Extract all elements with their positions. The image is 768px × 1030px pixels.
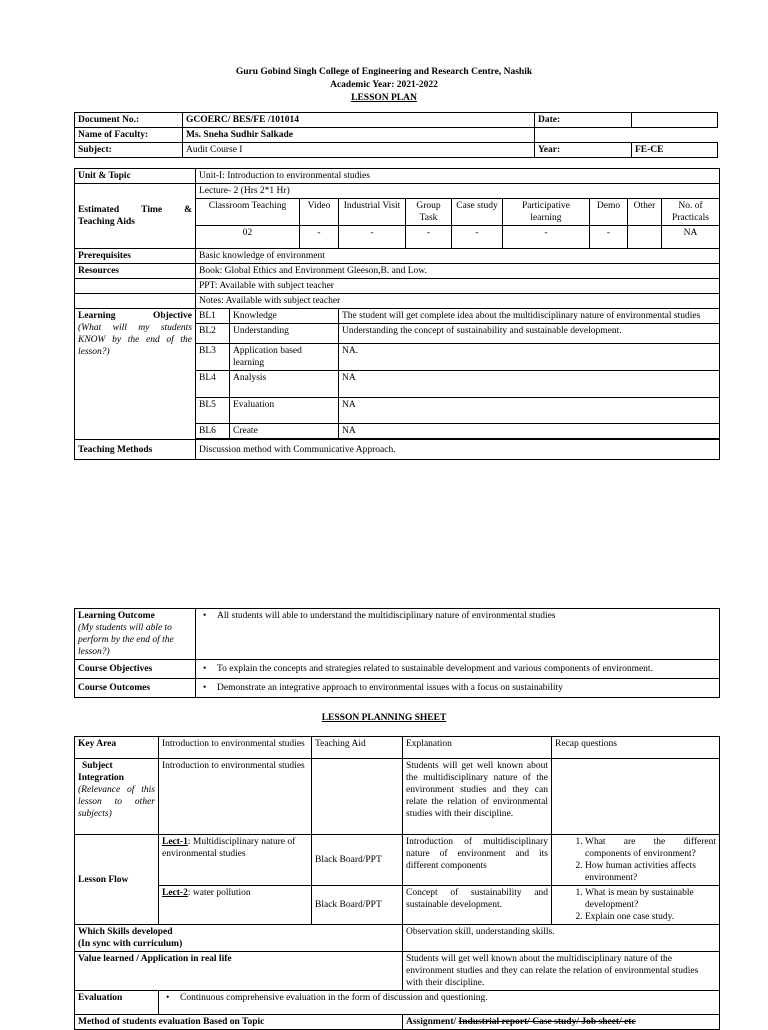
aid-value	[628, 226, 662, 249]
aid-value: -	[406, 226, 452, 249]
teaching-methods-value: Discussion method with Communicative Approach.	[196, 440, 720, 460]
bloom-desc: NA	[339, 371, 720, 398]
aid-header: Classroom Teaching	[196, 199, 300, 226]
method-label: Method of students evaluation Based on Topic	[75, 1015, 403, 1030]
prereq-value: Basic knowledge of environment	[196, 249, 720, 264]
aid-header: Demo	[590, 199, 628, 226]
aid-value: -	[339, 226, 406, 249]
doc-no-value: GCOERC/ BES/FE /101014	[183, 113, 535, 128]
lecture-2-aid: Black Board/PPT	[312, 886, 403, 925]
date-label: Date:	[535, 113, 632, 128]
lecture-2-topic: Lect-2: water pollution	[159, 886, 312, 925]
lecture-info: Lecture- 2 (Hrs 2*1 Hr)	[196, 184, 720, 199]
resource-item: PPT: Available with subject teacher	[196, 279, 720, 294]
key-area-value: Introduction to environmental studies	[159, 737, 312, 759]
faculty-value: Ms. Sneha Sudhir Salkade	[183, 128, 535, 143]
academic-year: Academic Year: 2021-2022	[330, 80, 438, 90]
document-info-table	[74, 112, 718, 158]
bloom-desc: NA.	[339, 344, 720, 371]
recap-header: Recap questions	[552, 737, 720, 759]
aid-header: No. of Practicals	[662, 199, 720, 226]
method-value: Assignment/ Industrial report/ Case study/ Job sheet/ etc	[403, 1015, 720, 1030]
bloom-level: Knowledge	[230, 309, 339, 324]
prereq-label: Prerequisites	[75, 249, 196, 264]
bloom-level: Understanding	[230, 324, 339, 344]
recap-question: 1. What is mean by sustainable development?	[585, 887, 716, 911]
learning-objective-label: Learning Objective (What will my students KNOW by the end of the lesson?)	[75, 309, 196, 440]
bloom-level: Create	[230, 424, 339, 439]
aid-value: 02	[196, 226, 300, 249]
year-label: Year:	[535, 143, 632, 158]
faculty-label: Name of Faculty:	[75, 128, 183, 143]
bloom-desc: NA	[339, 424, 720, 439]
aid-header: Other	[628, 199, 662, 226]
recap-question: 2. How human activities affects environment?	[585, 860, 716, 884]
aid-value: -	[503, 226, 590, 249]
lecture-1-recap	[552, 835, 720, 886]
lecture-1-explanation: Introduction of multidisciplinary nature of environment and its different components	[403, 835, 552, 886]
teaching-aid-header: Teaching Aid	[312, 737, 403, 759]
bloom-level: Analysis	[230, 371, 339, 398]
subject-label: Subject:	[75, 143, 183, 158]
aid-header: Case study	[452, 199, 503, 226]
subject-value: Audit Course I	[183, 143, 535, 158]
subject-integration-recap	[552, 759, 720, 835]
bloom-level: Application based learning	[230, 344, 339, 371]
unit-label: Unit & Topic	[75, 169, 196, 184]
bloom-level: Evaluation	[230, 398, 339, 424]
lesson-planning-sheet	[74, 736, 720, 1030]
lecture-2-explanation: Concept of sustainability and sustainable development.	[403, 886, 552, 925]
document-title: LESSON PLAN	[351, 93, 417, 103]
subject-integration-explanation: Students will get well known about the multidisciplinary nature of the environment studies and they can relate the relation of environmental studies with their discipline.	[403, 759, 552, 835]
sheet-title: LESSON PLANNING SHEET	[321, 713, 447, 723]
aid-header: Group Task	[406, 199, 452, 226]
evaluation-label: Evaluation	[75, 991, 159, 1015]
teaching-methods-label: Teaching Methods	[75, 440, 196, 460]
lecture-2-recap	[552, 886, 720, 925]
skills-value: Observation skill, understanding skills.	[403, 925, 720, 952]
recap-question: 2. Explain one case study.	[585, 911, 716, 923]
date-value	[632, 113, 718, 128]
subject-integration-aid	[312, 759, 403, 835]
learning-outcome-value: • All students will able to understand the multidisciplinary nature of environmental studies	[196, 609, 720, 660]
value-label: Value learned / Application in real life	[75, 952, 403, 991]
unit-topic: Unit-I: Introduction to environmental studies	[196, 169, 720, 184]
aid-header: Industrial Visit	[339, 199, 406, 226]
aid-value: NA	[662, 226, 720, 249]
value-value: Students will get well known about the multidisciplinary nature of the environment studies and they can relate the relation of environmental studies with their discipline.	[403, 952, 720, 991]
resource-item: Notes: Available with subject teacher	[196, 294, 720, 309]
skills-label: Which Skills developed (In sync with curriculum)	[75, 925, 403, 952]
course-objectives-label: Course Objectives	[75, 660, 196, 679]
subject-integration-topic: Introduction to environmental studies	[159, 759, 312, 835]
bloom-code: BL6	[196, 424, 230, 439]
outcomes-table	[74, 608, 720, 698]
resources-label: Resources	[75, 264, 196, 279]
lesson-flow-label: Lesson Flow	[75, 835, 159, 925]
key-area-label: Key Area	[75, 737, 159, 759]
bloom-desc: NA	[339, 398, 720, 424]
explanation-header: Explanation	[403, 737, 552, 759]
resource-item: Book: Global Ethics and Environment Gleeson,B. and Low.	[196, 264, 720, 279]
aid-header: Video	[300, 199, 339, 226]
bloom-code: BL4	[196, 371, 230, 398]
lecture-1-topic: Lect-1: Multidisciplinary nature of environmental studies	[159, 835, 312, 886]
aid-value: -	[452, 226, 503, 249]
aid-header: Participative learning	[503, 199, 590, 226]
bloom-code: BL3	[196, 344, 230, 371]
bloom-code: BL5	[196, 398, 230, 424]
evaluation-value: • Continuous comprehensive evaluation in the form of discussion and questioning.	[159, 991, 720, 1015]
aid-value: -	[300, 226, 339, 249]
subject-integration-label: Subject Integration (Relevance of this lesson to other subjects)	[75, 759, 159, 835]
bloom-code: BL1	[196, 309, 230, 324]
year-value: FE-CE	[632, 143, 718, 158]
recap-question: 1. What are the different components of environment?	[585, 836, 716, 860]
lesson-plan-table	[74, 168, 720, 460]
aid-value: -	[590, 226, 628, 249]
course-objectives-value: • To explain the concepts and strategies related to sustainable development and various components of environment.	[196, 660, 720, 679]
course-outcomes-label: Course Outcomes	[75, 679, 196, 698]
course-outcomes-value: • Demonstrate an integrative approach to environmental issues with a focus on sustainability	[196, 679, 720, 698]
doc-no-label: Document No.:	[75, 113, 183, 128]
bloom-code: BL2	[196, 324, 230, 344]
bloom-desc: The student will get complete idea about the multidisciplinary nature of environmental studies	[339, 309, 720, 324]
college-name: Guru Gobind Singh College of Engineering and Research Centre, Nashik	[235, 67, 533, 77]
lecture-1-aid: Black Board/PPT	[312, 835, 403, 886]
learning-outcome-label: Learning Outcome (My students will able to perform by the end of the lesson?)	[75, 609, 196, 660]
bloom-desc: Understanding the concept of sustainability and sustainable development.	[339, 324, 720, 344]
time-aids-label: Estimated Time & Teaching Aids	[75, 184, 196, 249]
